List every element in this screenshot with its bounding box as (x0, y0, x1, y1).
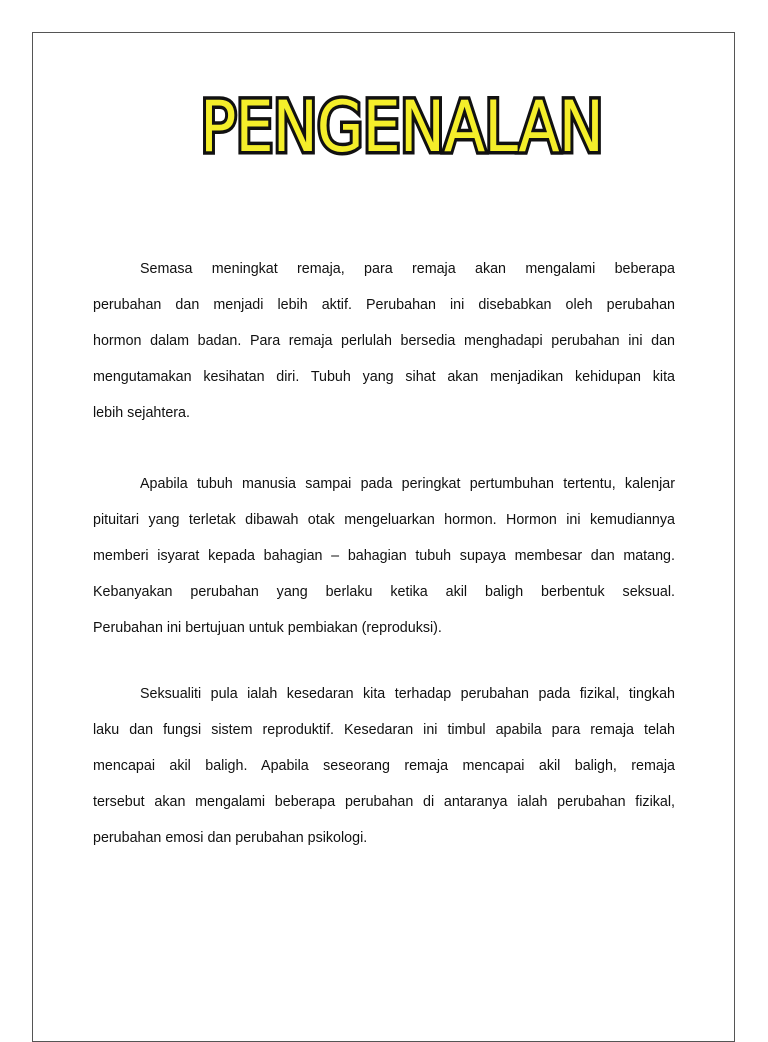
text-line: laku dan fungsi sistem reproduktif. Kesedaran ini timbul apabila para remaja telah (93, 722, 675, 738)
text-line: mengutamakan kesihatan diri. Tubuh yang sihat akan menjadikan kehidupan kita (93, 369, 675, 385)
text-line: mencapai akil baligh. Apabila seseorang remaja mencapai akil baligh, remaja (93, 758, 675, 774)
paragraph-2 (93, 475, 675, 655)
text-line: Semasa meningkat remaja, para remaja akan mengalami beberapa (140, 261, 675, 277)
text-line: pituitari yang terletak dibawah otak mengeluarkan hormon. Hormon ini kemudiannya (93, 512, 675, 528)
page-title: PENGENALAN (200, 86, 603, 168)
text-line: Apabila tubuh manusia sampai pada peringkat pertumbuhan tertentu, kalenjar (140, 476, 675, 492)
paragraph-1 (93, 260, 675, 440)
text-line: memberi isyarat kepada bahagian – bahagian tubuh supaya membesar dan matang. (93, 548, 675, 564)
text-line: perubahan emosi dan perubahan psikologi. (93, 830, 368, 846)
text-line: lebih sejahtera. (93, 405, 190, 421)
text-line: hormon dalam badan. Para remaja perlulah bersedia menghadapi perubahan ini dan (93, 333, 675, 349)
text-line: Seksualiti pula ialah kesedaran kita terhadap perubahan pada fizikal, tingkah (140, 686, 675, 702)
text-line: tersebut akan mengalami beberapa perubahan di antaranya ialah perubahan fizikal, (93, 794, 675, 810)
text-line: Kebanyakan perubahan yang berlaku ketika akil baligh berbentuk seksual. (93, 584, 675, 600)
text-line: Perubahan ini bertujuan untuk pembiakan (reproduksi). (93, 620, 442, 636)
text-line: perubahan dan menjadi lebih aktif. Perubahan ini disebabkan oleh perubahan (93, 297, 675, 313)
paragraph-3 (93, 685, 675, 865)
